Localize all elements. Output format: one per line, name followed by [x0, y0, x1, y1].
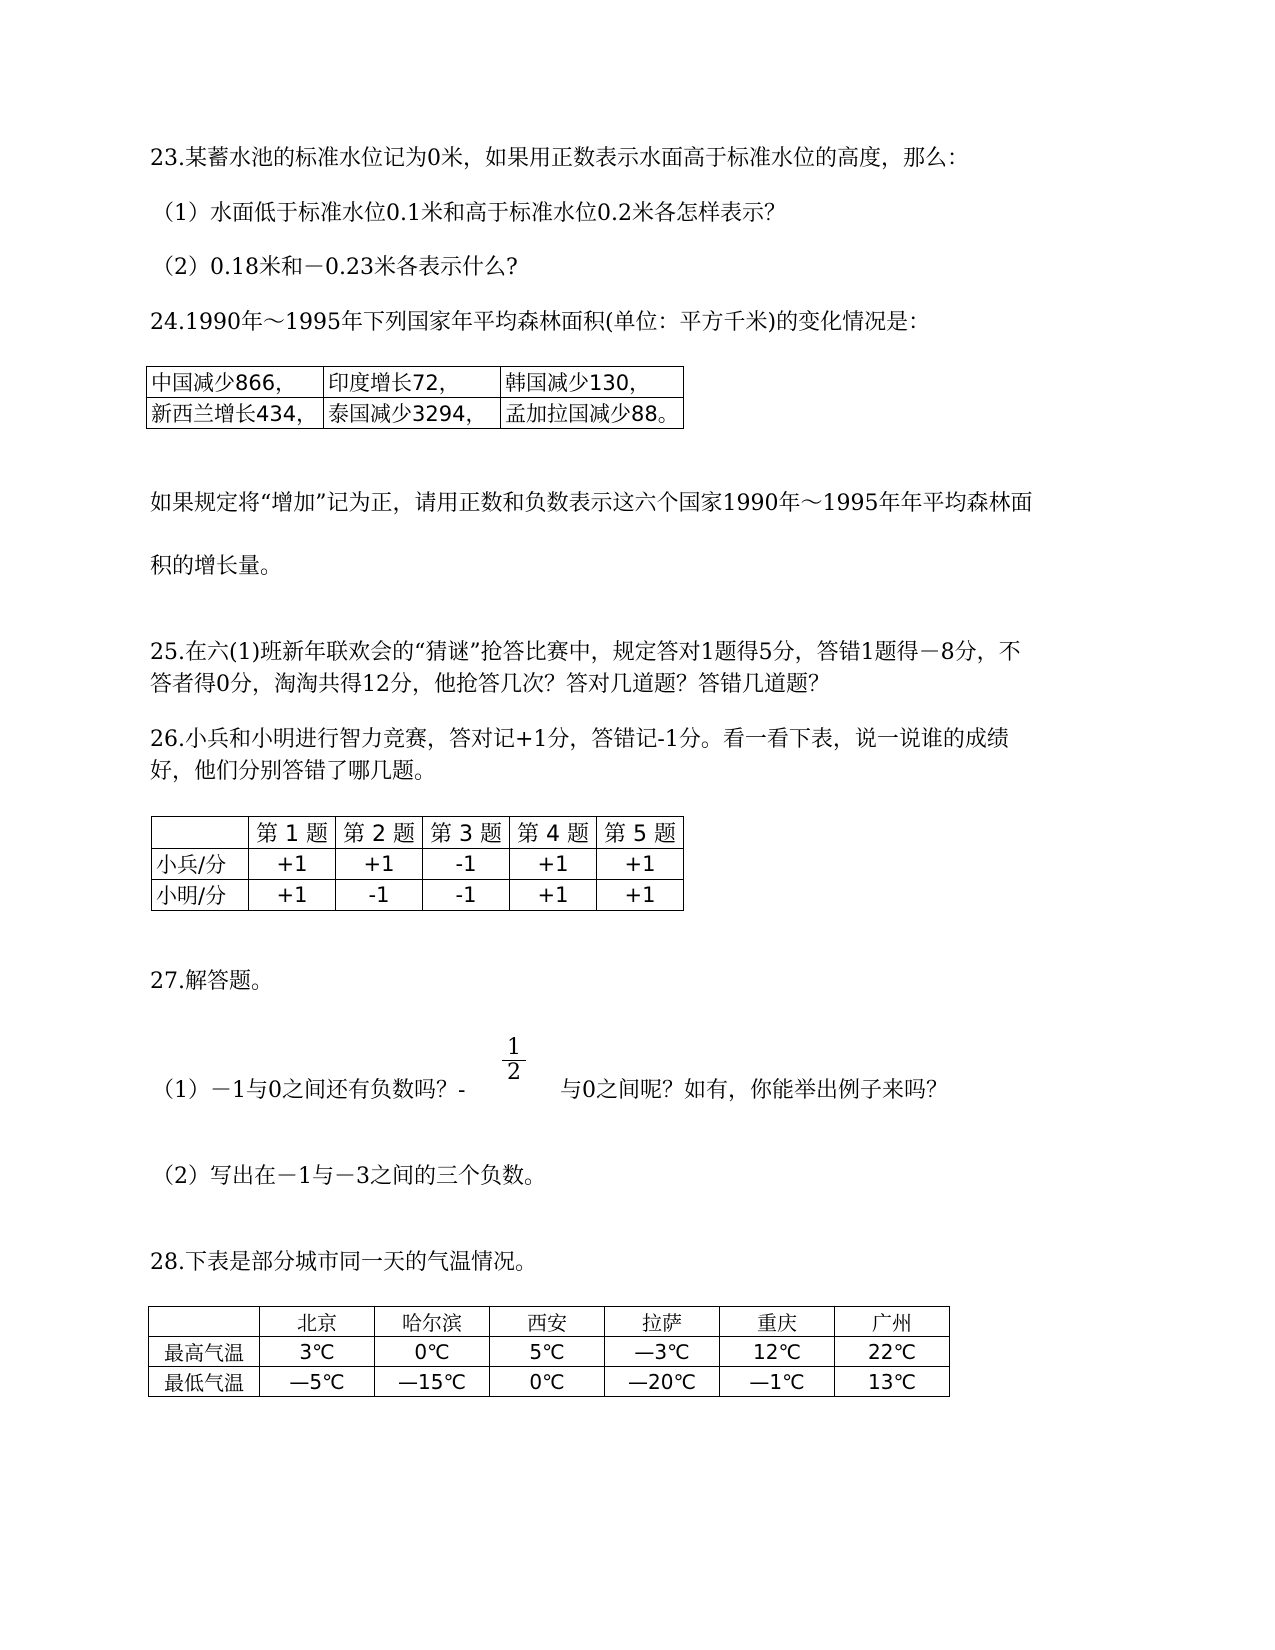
- table-cell: 新西兰增长434，: [147, 398, 324, 429]
- q24-question-line1: 如果规定将“增加”记为正，请用正数和负数表示这六个国家1990年～1995年年平均森林面: [150, 491, 1033, 516]
- table-header-cell: 第 2 题: [336, 817, 423, 849]
- table-cell: +1: [510, 880, 597, 911]
- table-cell: +1: [249, 849, 336, 880]
- table-cell: 5℃: [490, 1337, 605, 1367]
- table-cell: 中国减少866，: [147, 367, 324, 398]
- table-header-cell: [149, 1307, 260, 1337]
- q24-stem: 24.1990年～1995年下列国家年平均森林面积(单位：平方千米)的变化情况是：: [150, 310, 931, 335]
- q28-stem: 28.下表是部分城市同一天的气温情况。: [150, 1250, 537, 1275]
- table-cell: —3℃: [605, 1337, 720, 1367]
- table-row: [149, 1367, 950, 1397]
- table-header-row: [152, 817, 684, 849]
- table-cell: 12℃: [720, 1337, 835, 1367]
- table-cell: +1: [336, 849, 423, 880]
- q26-line1: 26.小兵和小明进行智力竞赛，答对记+1分，答错记-1分。看一看下表，说一说谁的成绩: [150, 727, 1009, 752]
- table-cell: +1: [597, 880, 684, 911]
- table-cell: +1: [510, 849, 597, 880]
- table-cell: +1: [597, 849, 684, 880]
- q27-part1-after: 与0之间呢？如有，你能举出例子来吗？: [560, 1078, 948, 1103]
- table-header-cell: 广州: [835, 1307, 950, 1337]
- fraction: [502, 1036, 526, 1085]
- table-header-cell: [152, 817, 249, 849]
- q23-part2: （2）0.18米和－0.23米各表示什么?: [152, 255, 518, 280]
- table-cell: 小明/分: [152, 880, 249, 911]
- forest-change-table: [146, 366, 684, 429]
- table-row: [147, 367, 684, 398]
- table-header-cell: 第 1 题: [249, 817, 336, 849]
- quiz-score-table: [151, 816, 684, 911]
- q23-part1: （1）水面低于标准水位0.1米和高于标准水位0.2米各怎样表示？: [152, 201, 786, 226]
- q25-line1: 25.在六(1)班新年联欢会的“猜谜”抢答比赛中，规定答对1题得5分，答错1题得－8分，不: [150, 640, 1021, 665]
- q23-stem: 23.某蓄水池的标准水位记为0米，如果用正数表示水面高于标准水位的高度，那么：: [150, 146, 969, 171]
- table-cell: 韩国减少130，: [501, 367, 684, 398]
- table-row: [152, 880, 684, 911]
- table-cell: 印度增长72，: [324, 367, 501, 398]
- q26-line2: 好，他们分别答错了哪几题。: [150, 759, 437, 784]
- fraction-denominator: 2: [507, 1060, 521, 1085]
- table-cell: 22℃: [835, 1337, 950, 1367]
- table-cell: —20℃: [605, 1367, 720, 1397]
- q27-stem: 27.解答题。: [150, 969, 273, 994]
- table-header-cell: 第 4 题: [510, 817, 597, 849]
- table-cell: 最高气温: [149, 1337, 260, 1367]
- table-header-cell: 西安: [490, 1307, 605, 1337]
- table-cell: +1: [249, 880, 336, 911]
- table-cell: -1: [423, 849, 510, 880]
- table-cell: —15℃: [375, 1367, 490, 1397]
- table-row: [152, 849, 684, 880]
- table-cell: 3℃: [260, 1337, 375, 1367]
- table-cell: 13℃: [835, 1367, 950, 1397]
- table-header-row: [149, 1307, 950, 1337]
- q27-part2: （2）写出在－1与－3之间的三个负数。: [152, 1164, 546, 1189]
- table-header-cell: 第 3 题: [423, 817, 510, 849]
- table-cell: 泰国减少3294，: [324, 398, 501, 429]
- table-header-cell: 重庆: [720, 1307, 835, 1337]
- table-header-cell: 北京: [260, 1307, 375, 1337]
- table-cell: -1: [336, 880, 423, 911]
- table-cell: 0℃: [490, 1367, 605, 1397]
- table-cell: 最低气温: [149, 1367, 260, 1397]
- table-cell: -1: [423, 880, 510, 911]
- temperature-table: [148, 1306, 950, 1397]
- table-cell: 0℃: [375, 1337, 490, 1367]
- table-cell: —5℃: [260, 1367, 375, 1397]
- q24-question-line2: 积的增长量。: [150, 554, 283, 579]
- table-row: [149, 1337, 950, 1367]
- fraction-numerator: 1: [502, 1036, 526, 1061]
- table-cell: 小兵/分: [152, 849, 249, 880]
- table-cell: —1℃: [720, 1367, 835, 1397]
- table-header-cell: 第 5 题: [597, 817, 684, 849]
- table-row: [147, 398, 684, 429]
- q25-line2: 答者得0分，淘淘共得12分，他抢答几次？答对几道题？答错几道题？: [150, 672, 830, 697]
- table-header-cell: 哈尔滨: [375, 1307, 490, 1337]
- table-header-cell: 拉萨: [605, 1307, 720, 1337]
- q27-part1-before: （1）－1与0之间还有负数吗？-: [152, 1078, 466, 1103]
- table-cell: 孟加拉国减少88。: [501, 398, 684, 429]
